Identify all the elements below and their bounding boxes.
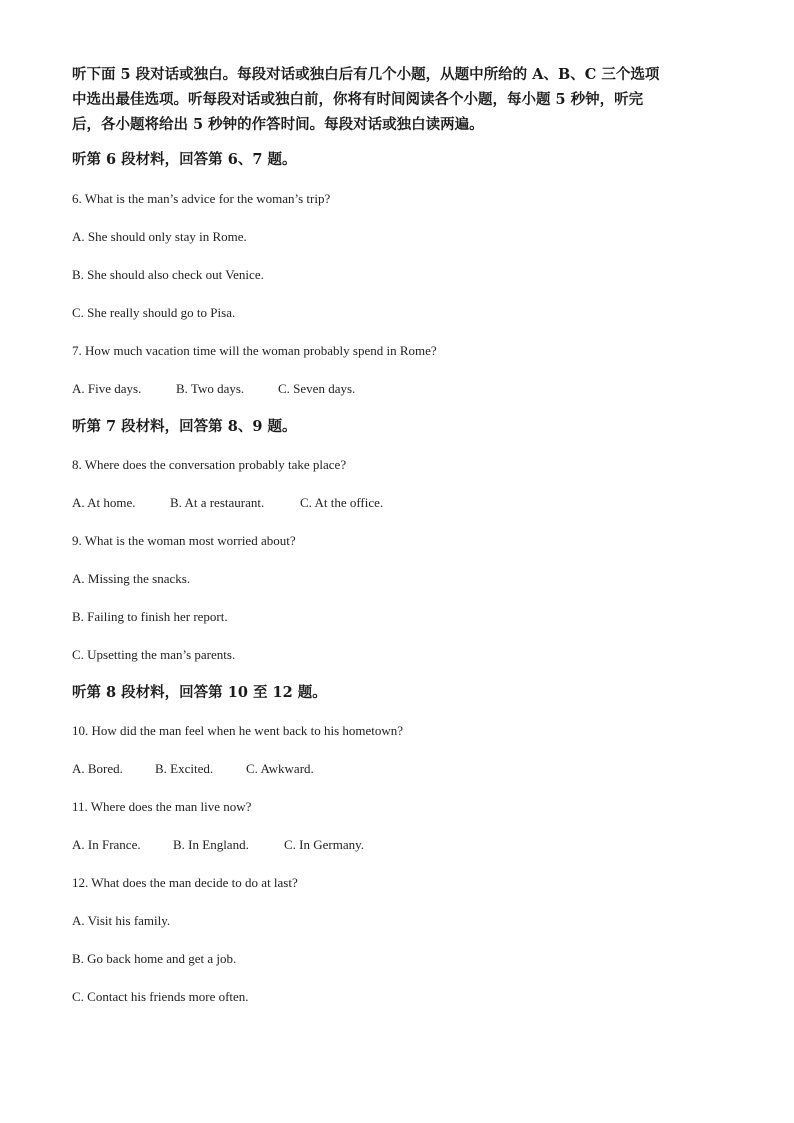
- option-11c: C. In Germany.: [284, 837, 365, 852]
- question-12: 12. What does the man decide to do at last?: [72, 875, 298, 890]
- option-9c: C. Upsetting the man’s parents.: [72, 647, 236, 662]
- listening-instructions: [72, 62, 722, 137]
- option-12b: B. Go back home and get a job.: [72, 951, 237, 966]
- instruction-line: 后，各小题将给出 5 秒钟的作答时间。每段对话或独白读两遍。: [72, 116, 484, 133]
- instruction-line: 听下面 5 段对话或独白。每段对话或独白后有几个小题，从题中所给的 A、B、C 三个选项: [72, 66, 660, 83]
- option-12c: C. Contact his friends more often.: [72, 989, 249, 1004]
- question-8: 8. Where does the conversation probably take place?: [72, 457, 347, 472]
- section-heading: 听第 7 段材料，回答第 8、9 题。: [72, 418, 297, 435]
- question-11: 11. Where does the man live now?: [72, 799, 252, 814]
- option-10a: A. Bored.: [72, 761, 123, 776]
- option-12a: A. Visit his family.: [72, 913, 171, 928]
- question-10: 10. How did the man feel when he went back to his hometown?: [72, 723, 404, 738]
- option-6c: C. She really should go to Pisa.: [72, 305, 236, 320]
- option-7a: A. Five days.: [72, 381, 142, 396]
- option-7c: C. Seven days.: [278, 381, 356, 396]
- option-8b: B. At a restaurant.: [170, 495, 265, 510]
- option-10c: C. Awkward.: [246, 761, 314, 776]
- option-10b: B. Excited.: [155, 761, 214, 776]
- instruction-line: 中选出最佳选项。听每段对话或独白前，你将有时间阅读各个小题，每小题 5 秒钟，听完: [72, 91, 644, 108]
- question-7: 7. How much vacation time will the woman probably spend in Rome?: [72, 343, 437, 358]
- option-11a: A. In France.: [72, 837, 141, 852]
- options-row-7: [72, 380, 355, 398]
- option-11b: B. In England.: [173, 837, 249, 852]
- option-9b: B. Failing to finish her report.: [72, 609, 228, 624]
- section-heading: 听第 6 段材料，回答第 6、7 题。: [72, 151, 297, 168]
- option-9a: A. Missing the snacks.: [72, 571, 191, 586]
- option-8c: C. At the office.: [300, 495, 384, 510]
- section-heading: 听第 8 段材料，回答第 10 至 12 题。: [72, 684, 327, 701]
- question-9: 9. What is the woman most worried about?: [72, 533, 296, 548]
- options-row-11: [72, 836, 364, 854]
- question-6: 6. What is the man’s advice for the woman’s trip?: [72, 191, 331, 206]
- option-8a: A. At home.: [72, 495, 136, 510]
- options-row-8: [72, 494, 383, 512]
- option-6a: A. She should only stay in Rome.: [72, 229, 247, 244]
- options-row-10: [72, 760, 314, 778]
- option-6b: B. She should also check out Venice.: [72, 267, 264, 282]
- option-7b: B. Two days.: [176, 381, 245, 396]
